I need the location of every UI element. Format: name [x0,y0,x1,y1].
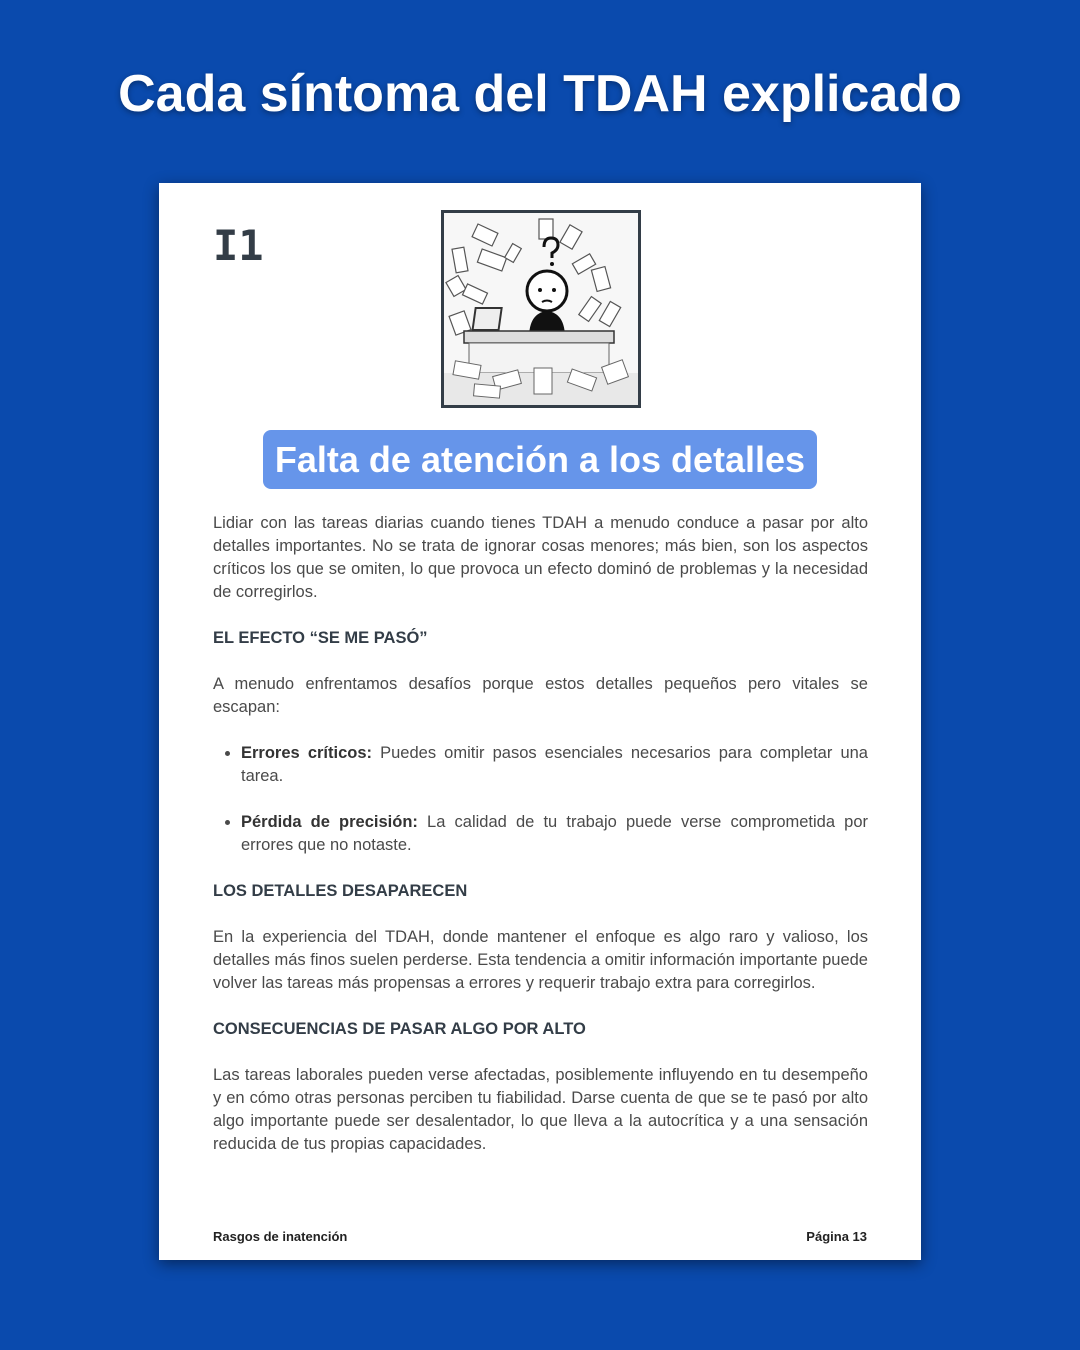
symptom-code: I1 [213,221,264,270]
list-item [241,811,868,857]
bullet-text: La calidad de tu trabajo puede verse comprometida por errores que no notaste. [241,813,869,854]
document-page [159,183,921,1260]
spacer [213,903,868,926]
section-title-wrapper [213,430,867,489]
spacer [213,604,868,627]
bullet-label: Errores críticos: [241,744,372,762]
page-header [213,210,867,405]
spacer [213,650,868,673]
section1-paragraph: A menudo enfrentamos desafíos porque estos detalles pequeños pero vitales se escapan: [213,675,868,716]
list-item [241,742,868,788]
footer-page-number: Página 13 [806,1229,867,1244]
spacer [213,1041,868,1064]
spacer [213,719,868,742]
bullet-list [213,742,868,857]
intro-paragraph: Lidiar con las tareas diarias cuando tienes TDAH a menudo conduce a pasar por alto detalles importantes. No se trata de ignorar cosas menores; más bien, son los aspectos críticos los que se omiten, lo que provoca un efecto dominó de problemas y la necesidad de corregirlos. [213,514,868,601]
bullet-label: Pérdida de precisión: [241,813,418,831]
headline: Cada síntoma del TDAH explicado [118,65,962,123]
footer-chapter: Rasgos de inatención [213,1229,348,1244]
illustration-confused-person-with-papers [441,210,641,408]
spacer [213,857,868,880]
heading-se-me-paso: EL EFECTO “SE ME PASÓ” [213,629,428,647]
section2-paragraph: En la experiencia del TDAH, donde mantener el enfoque es algo raro y valioso, los detalles más finos suelen perderse. Esta tendencia a omitir información importante puede volver las tareas más propensas a errores y requerir trabajo extra para corregirlos. [213,928,868,992]
page-content [213,512,868,1156]
bullet-text: Puedes omitir pasos esenciales necesarios para completar una tarea. [241,744,868,785]
heading-detalles-desaparecen: LOS DETALLES DESAPARECEN [213,882,468,900]
page-footer [213,1198,867,1246]
spacer [213,995,868,1018]
section-title: Falta de atención a los detalles [263,430,817,489]
heading-consecuencias: CONSECUENCIAS DE PASAR ALGO POR ALTO [213,1020,586,1038]
section3-paragraph: Las tareas laborales pueden verse afectadas, posiblemente influyendo en tu desempeño y en cómo otras personas perciben tu fiabilidad. Darse cuenta de que se te pasó por alto algo importante puede ser desalentador, lo que lleva a la autocrítica y a una sensación reducida de tus propias capacidades. [213,1066,868,1153]
